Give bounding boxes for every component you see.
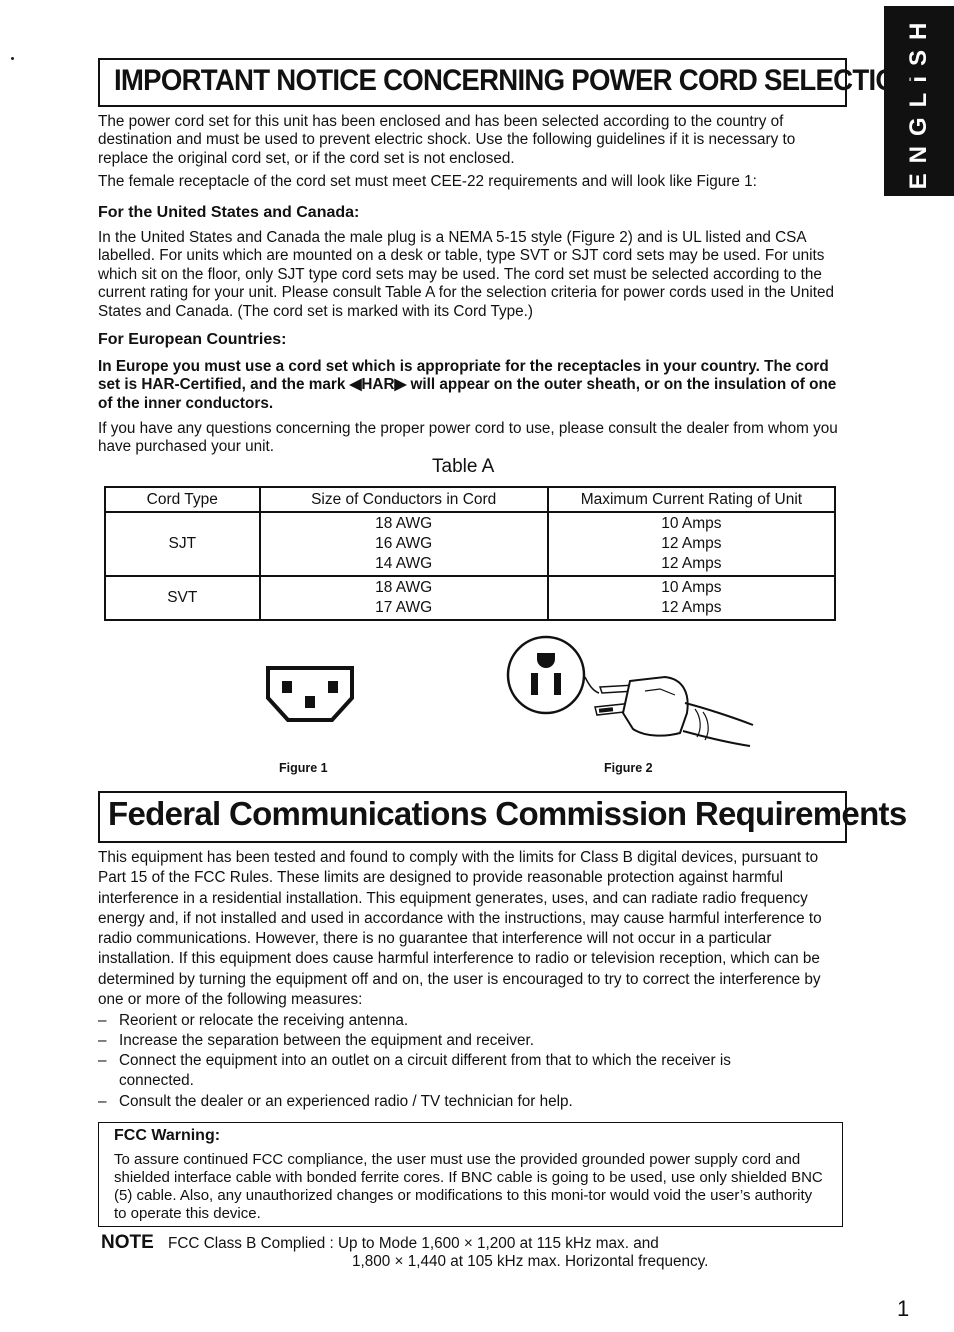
list-item bbox=[98, 1031, 838, 1051]
fcc-warning-heading: FCC Warning: bbox=[114, 1127, 221, 1144]
female-receptacle-figure bbox=[265, 665, 355, 723]
eu-requirement-part1: In Europe you must use a cord set which is appropriate for the receptacles in your country. The cord set is HAR-Certified, and the mark bbox=[98, 358, 829, 394]
list-item bbox=[98, 1092, 838, 1112]
measure-text: Connect the equipment into an outlet on a circuit different from that to which the receiver is connected. bbox=[119, 1052, 731, 1090]
table-cell-value: 16 AWG bbox=[375, 535, 433, 552]
list-item bbox=[98, 1051, 838, 1091]
table-cell-sizes bbox=[260, 512, 548, 576]
table-cell-type: SJT bbox=[105, 512, 260, 576]
bullet-dash: – bbox=[98, 1093, 107, 1110]
language-tab bbox=[884, 6, 954, 196]
table-cell-ratings bbox=[548, 576, 835, 620]
table-cell-value: 14 AWG bbox=[375, 555, 433, 572]
female-receptacle-text: The female receptacle of the cord set must meet CEE-22 requirements and will look like Figure 1: bbox=[98, 173, 757, 190]
table-cell-value: 10 Amps bbox=[661, 579, 722, 596]
fcc-warning-text: To assure continued FCC compliance, the user must use the provided grounded power supply cord and shielded interface cable with bonded ferrite cores. If BNC cable is going to be used, use only shielded BNC (5) cable. Also, any unauthorized changes or modifications to this moni-tor would void the user’s authority to operate this device. bbox=[114, 1151, 823, 1222]
measure-text: Increase the separation between the equipment and receiver. bbox=[119, 1032, 534, 1049]
measure-text: Consult the dealer or an experienced radio / TV technician for help. bbox=[119, 1093, 573, 1110]
note-line-1: FCC Class B Complied : Up to Mode 1,600 × 1,200 at 115 kHz max. and bbox=[168, 1235, 659, 1252]
notice-title: IMPORTANT NOTICE CONCERNING POWER CORD SELECTION bbox=[114, 64, 916, 97]
table-caption: Table A bbox=[432, 456, 495, 477]
figure-1-caption: Figure 1 bbox=[279, 761, 328, 775]
fcc-title: Federal Communications Commission Requirements bbox=[108, 795, 907, 832]
bullet-dash: – bbox=[98, 1052, 107, 1069]
eu-contact-text: If you have any questions concerning the proper power cord to use, please consult the dealer from whom you have purchased your unit. bbox=[98, 420, 838, 456]
table-cell-value: 12 Amps bbox=[661, 555, 722, 572]
table-row bbox=[105, 512, 835, 576]
eu-requirement bbox=[98, 358, 838, 413]
us-text: In the United States and Canada the male plug is a NEMA 5-15 style (Figure 2) and is UL listed and CSA labelled. For units which are mounted on a desk or table, type SVT or SJT cord sets may be used. For units which sit on the floor, only SJT type cord sets may be used. The cord set must be selected according to the current rating for your unit. Please consult Table A for the selection criteria for power cords used in the United States and Canada. (The cord set is marked with its Cord Type.) bbox=[98, 229, 835, 320]
table-header-cell: Size of Conductors in Cord bbox=[260, 487, 548, 512]
note-line-2: 1,800 × 1,440 at 105 kHz max. Horizontal frequency. bbox=[352, 1253, 709, 1270]
page-number: 1 bbox=[897, 1296, 910, 1321]
list-item bbox=[98, 1011, 838, 1031]
eu-heading: For European Countries: bbox=[98, 331, 287, 348]
table-cell-value: 12 Amps bbox=[661, 535, 722, 552]
notice-intro: The power cord set for this unit has been enclosed and has been selected according to the country of destination and must be used to prevent electric shock. Use the following guidelines if it is necessary to replace the original cord set, or if the cord set is not enclosed. bbox=[98, 113, 796, 167]
har-mark: ◀HAR▶ bbox=[349, 376, 407, 394]
table-header-cell: Maximum Current Rating of Unit bbox=[548, 487, 835, 512]
figure-2-caption: Figure 2 bbox=[604, 761, 653, 775]
nema-plug-figure bbox=[505, 633, 760, 748]
table-cell-type: SVT bbox=[105, 576, 260, 620]
stray-dot bbox=[11, 57, 14, 60]
table-header-cell: Cord Type bbox=[105, 487, 260, 512]
table-cell-ratings bbox=[548, 512, 835, 576]
table-cell-value: 17 AWG bbox=[375, 599, 433, 616]
table-header-row bbox=[105, 487, 835, 512]
us-heading: For the United States and Canada: bbox=[98, 204, 360, 221]
bullet-dash: – bbox=[98, 1012, 107, 1029]
table-cell-value: 12 Amps bbox=[661, 599, 722, 616]
table-cell-value: 10 Amps bbox=[661, 515, 722, 532]
cord-table bbox=[104, 486, 836, 621]
bullet-dash: – bbox=[98, 1032, 107, 1049]
measure-text: Reorient or relocate the receiving antenna. bbox=[119, 1012, 409, 1029]
table-cell-value: 18 AWG bbox=[375, 579, 433, 596]
table-cell-value: 18 AWG bbox=[375, 515, 433, 532]
table-row bbox=[105, 576, 835, 620]
language-tab-label: ENGLISH bbox=[905, 12, 932, 190]
table-cell-sizes bbox=[260, 576, 548, 620]
note-label: NOTE bbox=[101, 1232, 154, 1253]
fcc-body: This equipment has been tested and found to comply with the limits for Class B digital devices, pursuant to Part 15 of the FCC Rules. These limits are designed to provide reasonable protection against harmful interference in a residential installation. This equipment generates, uses, and can radiate radio frequency energy and, if not installed and used in accordance with the instructions, may cause harmful interference to radio communications. However, there is no guarantee that interference will not occur in a particular installation. If this equipment does cause harmful interference to radio or television reception, which can be determined by turning the equipment off and on, the user is encouraged to try to correct the interference by one or more of the following measures: bbox=[98, 849, 822, 1009]
eu-requirement-part2: will appear on the outer sheath, or on the insulation of one of the inner conductors. bbox=[98, 376, 837, 412]
